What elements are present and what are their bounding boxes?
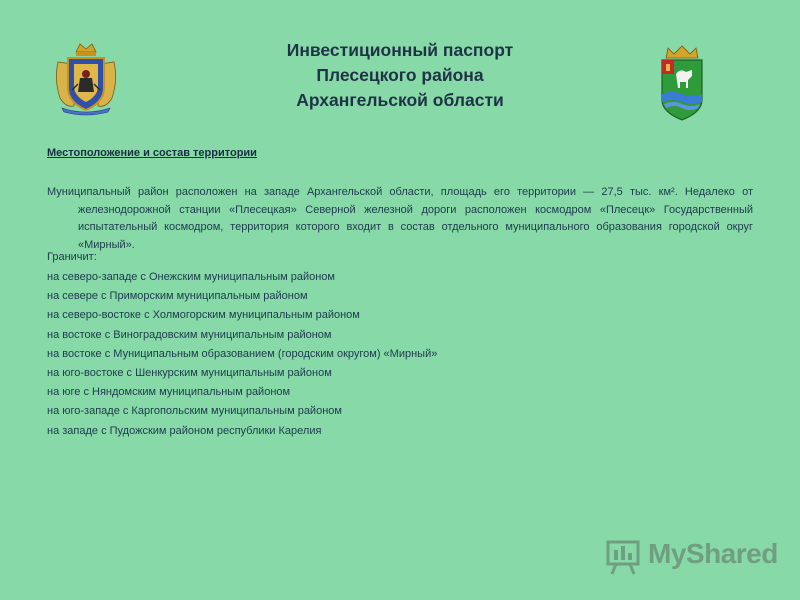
border-item: на юге с Няндомским муниципальным районом (47, 386, 291, 399)
border-item: на востоке с Виноградовским муниципальным районом (47, 328, 332, 341)
description-paragraph (47, 184, 753, 254)
border-item: на востоке с Муниципальным образованием (городским округом) «Мирный» (47, 347, 438, 360)
arkhangelsk-coat-of-arms-icon (52, 40, 120, 116)
watermark (604, 536, 778, 576)
presentation-board-icon (604, 536, 644, 576)
page-title (180, 38, 620, 113)
title-line-1: Инвестиционный паспорт (286, 40, 514, 60)
title-line-2: Плесецкого района (316, 65, 484, 85)
plesetsk-coat-of-arms-icon (658, 44, 706, 122)
title-line-3: Архангельской области (296, 90, 504, 110)
border-item: на северо-востоке с Холмогорским муниципальным районом (47, 309, 360, 322)
border-item: на западе с Пудожским районом республики Карелия (47, 424, 322, 437)
border-item: на северо-западе с Онежским муниципальным районом (47, 271, 335, 283)
border-item: на юго-востоке с Шенкурским муниципальным районом (47, 366, 332, 379)
description-text: Муниципальный район расположен на западе Архангельской области, площадь его территории — 27,5 тыс. км². Недалеко от железнодорожной станции «Плесецкая» Северной железной дороги расположен космодром «Плесецк» Государственный испытательный космодром, территория которого входит в состав отдельного муниципального образования городской округ «Мирный». (47, 186, 753, 251)
borders-list (47, 268, 437, 441)
section-heading: Местоположение и состав территории (47, 147, 257, 159)
borders-label: Граничит: (47, 251, 97, 263)
border-item: на севере с Приморским муниципальным районом (47, 290, 308, 303)
watermark-text: MyShared (648, 538, 778, 569)
border-item: на юго-западе с Каргопольским муниципальным районом (47, 405, 342, 418)
